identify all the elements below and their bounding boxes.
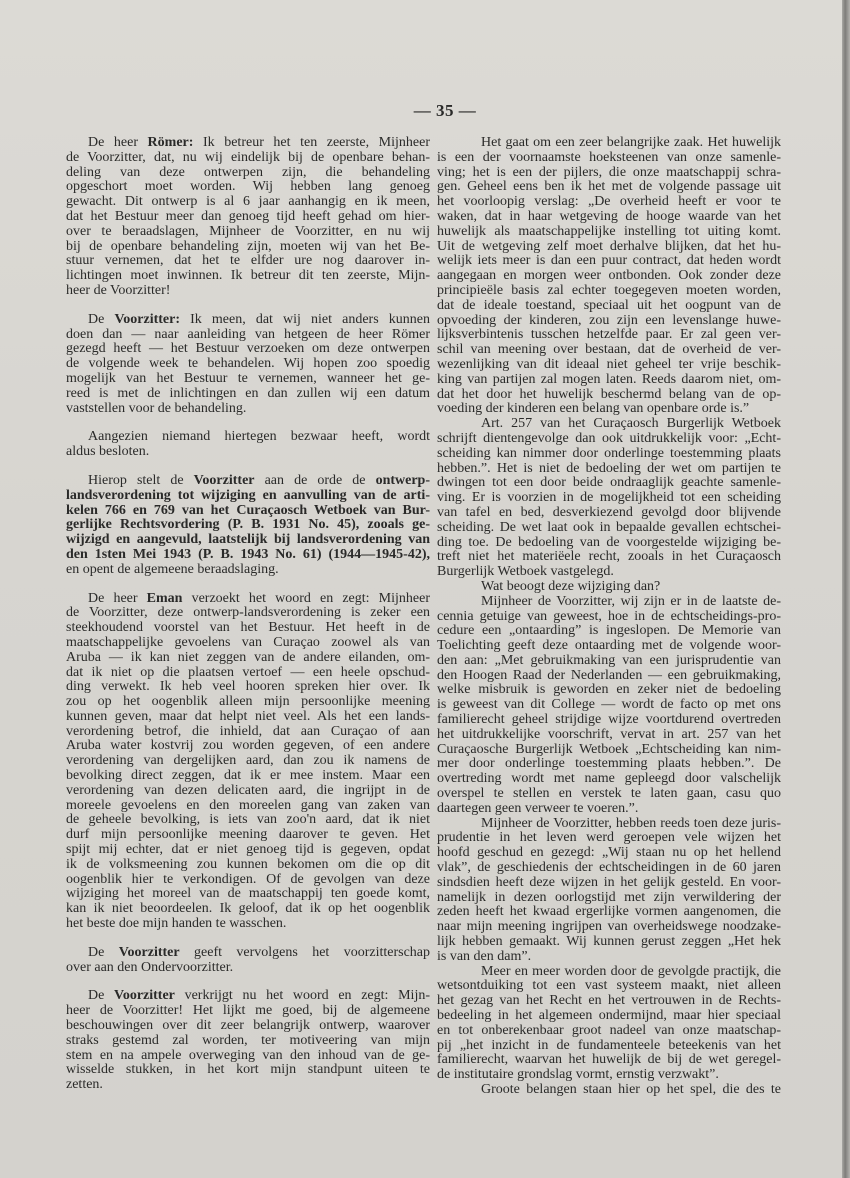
text-line: Aruba water kostvrij zou worden gegeven, of een andere (66, 738, 430, 754)
text-line: spijt mij echter, dat er niet genoeg tijd is gegeven, opdat (66, 842, 430, 858)
text-segment: Ik betreur het ten zeerste, Mijnheer (193, 135, 430, 150)
text-line: sindsdien heeft deze wijzen in het gelijk gesteld. En voor- (437, 874, 781, 890)
text-line: gen. Geheel eens ben ik het met de volgende passage uit (437, 179, 781, 195)
bold-text: Voorzitter: (114, 311, 180, 327)
text-segment: verzoekt het woord en zegt: Mijnheer (182, 590, 430, 606)
text-line: oogenblik hier te verkondigen. Of de gevolgen van deze (66, 871, 430, 887)
text-line: is geweest van dit College — wordt de facto op met ons (437, 697, 781, 713)
page-edge (842, 0, 850, 1178)
text-segment: De (88, 944, 119, 960)
text-line: over te beraadslagen, Mijnheer de Voorzitter, en nu wij (66, 223, 430, 239)
text-line: familierecht geheel strijdige wijze voortdurend overtreden (437, 712, 781, 728)
text-line: zetten. (66, 1077, 103, 1093)
text-line: het beste doe mijn handen te wasschen. (66, 916, 287, 932)
text-line: pij „het inzicht in de fundamenteele beteekenis van het (437, 1037, 781, 1053)
paragraph (437, 136, 781, 417)
text-line: bij de openbare behandeling zijn, moeten wij van het Be- (66, 238, 430, 254)
text-segment: De heer (88, 135, 148, 150)
text-line: dwingen tot een door beide ondraaglijk geachte samenle- (437, 475, 781, 491)
text-line: verordening van dezen delicaten aard, die ingrijpt in de (66, 782, 430, 798)
text-segment: verkrijgt nu het woord en zegt: Mijn- (174, 988, 430, 1004)
text-line: Art. 257 van het Curaçaosch Burgerlijk Wetboek (481, 416, 781, 432)
text-line: het voorloopig verslag: „De overheid heeft er voor te (437, 194, 781, 210)
text-line: over aan den Ondervoorzitter. (66, 959, 234, 975)
bold-text: Voorzitter (193, 472, 255, 488)
paragraph (66, 592, 430, 932)
text-line: vaststellen voor de behandeling. (66, 400, 247, 416)
text-line: daartegen geen verweer te voeren.”. (437, 800, 639, 816)
text-line: overtreding wordt met name gepleegd door valschelijk (437, 771, 781, 787)
text-line: scheiding kan nimmer door onderlinge toestemming plaats (437, 445, 781, 461)
text-line: kan ik niet beoordeelen. Ik geloof, dat ik op het oogenblik (66, 901, 430, 917)
text-line: opgeschort moet worden. Wij hebben lang genoeg (66, 179, 430, 195)
text-line (66, 504, 430, 519)
text-segment: De (88, 311, 115, 327)
paragraph (437, 817, 781, 965)
paragraph (66, 313, 430, 417)
text-line: schil van meening over bestaan, dat de overheid de ver- (437, 342, 781, 358)
text-segment: Ik meen, dat wij niet anders kunnen (180, 311, 430, 327)
text-line: zou op het oogenblik alleen mijn persoonlijke meening (66, 694, 430, 710)
text-line (66, 489, 430, 504)
text-line: ding verwekt. Ik heb veel hooren spreken hier over. Ik (66, 679, 430, 695)
text-line: kunnen geven, maar dat helpt niet veel. Als het een lands- (66, 708, 430, 724)
text-segment: geeft vervolgens het voorzitterschap (179, 944, 430, 960)
paragraph (437, 1083, 781, 1098)
text-line: steekhoudend voorstel van het Bestuur. Het heeft in de (66, 620, 430, 636)
text-line: moreele gevoelens en den moreelen gang van zaken van (66, 797, 430, 813)
text-line: doen dan — naar aanleiding van hetgeen de heer Römer (66, 326, 430, 342)
text-line: cennia getuige van geweest, hoe in de echtscheidings-pro- (437, 608, 781, 624)
text-line: de institutaire grondslag vormt, ernstig verzwakt”. (437, 1067, 719, 1083)
text-line (66, 533, 430, 548)
bold-text: ontwerp- (375, 472, 430, 488)
text-line (66, 313, 430, 328)
text-line: reed is met de inlichtingen en dan zullen wij een datum (66, 385, 430, 401)
text-line: namelijk in dezen oorlogstijd met zijn verwildering der (437, 889, 781, 905)
text-line: Groote belangen staan hier op het spel, die des te (481, 1082, 781, 1097)
text-line: Aangezien niemand hiertegen bezwaar heeft, wordt (88, 429, 430, 445)
text-line: Aruba — ik kan niet zeggen van de andere eilanden, om- (66, 649, 430, 665)
text-line: durf mijn persoonlijke meening daarover te geven. Het (66, 827, 430, 843)
text-line: huwelijk als maatschappelijke instelling tot uiting komt. (437, 223, 781, 239)
text-line (66, 474, 430, 489)
text-line: Het gaat om een zeer belangrijke zaak. Het huwelijk (481, 135, 781, 150)
text-line: dat het door het huwelijk beschermd belang van de op- (437, 386, 781, 402)
text-line: Burgerlijk Wetboek vastgelegd. (437, 564, 614, 580)
text-line: bedeeling in het algemeen ondermijnd, maar hier speciaal (437, 1008, 781, 1024)
text-line: stem en na ampele overweging van den inhoud van de ge- (66, 1047, 430, 1063)
text-line: straks gestemd zal worden, ter motiveering van mijn (66, 1032, 430, 1048)
text-line: lichtingen moet inwinnen. Ik betreur dit ten zeerste, Mijn- (66, 268, 430, 284)
text-line: de geheele bevolking, is iets van zoo'n aard, dat ik niet (66, 812, 430, 828)
text-line: verordening betrof, die inhield, dat aan Curaçao of aan (66, 723, 430, 739)
text-line: bevolking direct zeggen, dat ik er mee instem. Maar een (66, 768, 430, 784)
bold-text: landsverordening tot wijziging en aanvulling van de arti- (66, 487, 430, 503)
text-line: Curaçaosche Burgerlijk Wetboek „Echtscheiding kan nim- (437, 741, 781, 757)
text-line: waken, dat in haar wetgeving de hooge waarde van het (437, 208, 781, 224)
text-line: verordening van dergelijken aard, dan zou ik namens de (66, 753, 430, 769)
text-line: ding toe. De bedoeling van de voorgestelde wijziging be- (437, 534, 781, 550)
text-line: en opent de algemeene beraadslaging. (66, 561, 279, 577)
text-line: dat de ideale toestand, speciaal uit het oogpunt van de (437, 297, 781, 313)
text-line: mogelijk van het Bestuur te vernemen, wanneer het ge- (66, 370, 430, 386)
text-line: is van den dam”. (437, 948, 532, 964)
text-segment: Hierop stelt de (88, 472, 194, 488)
bold-text: den 1sten Mei 1943 (P. B. 1943 No. 61) (1944—1945-42), (66, 546, 430, 562)
text-line: den Hoogen Raad der Nederlanden — een gebruikmaking, (437, 667, 781, 683)
text-line: dat het Bestuur meer dan genoeg tijd heeft gehad om hier- (66, 208, 430, 224)
text-line: ving; het is een der pijlers, die onze maatschappij schra- (437, 164, 781, 180)
text-line: schrijft dientengevolge dan ook uitdrukkelijk voor: „Echt- (437, 430, 781, 446)
text-line (66, 989, 430, 1004)
bold-text: Voorzitter (118, 944, 180, 960)
text-line: is een der voornaamste hoeksteenen van onze samenle- (437, 149, 781, 165)
text-line: familierecht, waarvan het huwelijk de bij de wet geregel- (437, 1052, 781, 1068)
text-line: treft niet het materiëele recht, zooals in het Curaçaosch (437, 549, 781, 565)
text-line: aldus besloten. (66, 444, 150, 460)
right-column (437, 136, 781, 1098)
paragraph (437, 595, 781, 817)
text-line: welke misbruik is geworden en zeker niet de bedoeling (437, 682, 781, 698)
text-segment: aan de orde de (254, 472, 376, 488)
text-line: Wat beoogt deze wijziging dan? (481, 578, 661, 594)
text-line: de Voorzitter, deze ontwerp-landsverordening is zeker een (66, 605, 430, 621)
text-line: welijk iets meer is dan een puur contract, dat heden wordt (437, 253, 781, 269)
text-line: beschouwingen over dit zeer belangrijk ontwerp, waarover (66, 1018, 430, 1034)
text-line: wetsontduiking tot een vast systeem maakt, niet alleen (437, 978, 781, 994)
text-line: de volgende week te behandelen. Wij hopen zoo spoedig (66, 356, 430, 372)
text-line (66, 946, 430, 961)
text-line: lijk hebben gemaakt. Wij kunnen gerust zeggen „Het hek (437, 934, 781, 950)
paragraph (66, 136, 430, 299)
bold-text: Eman (146, 590, 183, 606)
bold-text: gerlijke Rechtsvordering (P. B. 1931 No. 45), zooals ge- (66, 517, 430, 533)
text-line: wisselde stukken, in het kort mijn standpunt uiteen te (66, 1062, 430, 1078)
text-line: opvoeding der kinderen, zou zijn een levenslange huwe- (437, 312, 781, 328)
page-number: — 35 — (413, 101, 477, 120)
text-segment: De heer (88, 590, 147, 606)
text-line: mer door onderlinge toestemming plaats hebben.”. De (437, 756, 781, 772)
text-line: het uitdrukkelijke voorschrift, vervat in art. 257 van het (437, 726, 781, 742)
text-line (66, 518, 430, 533)
paragraph (437, 580, 781, 595)
text-line: maatschappelijke gevoelens van Curaçao zoowel als van (66, 634, 430, 650)
left-column (66, 136, 430, 1107)
text-line: deling van deze ontwerpen zijn, die behandeling (66, 164, 430, 180)
text-line: den aan: „Met gebruikmaking van een jurisprudentie van (437, 652, 781, 668)
text-line: Mijnheer de Voorzitter, wij zijn er in de laatste de- (481, 593, 781, 609)
text-line: dat ik niet op die plaatsen vertoef — een heele opschud- (66, 664, 430, 680)
text-line: cedure een „ontaarding” is ingeslopen. De Memorie van (437, 623, 781, 639)
text-line: aangegaan en morgen weer ontbonden. Ook zonder deze (437, 268, 781, 284)
text-line: Mijnheer de Voorzitter, hebben reeds toen deze juris- (481, 815, 781, 831)
text-line: voeding der kinderen een belang van openbare orde is.” (437, 401, 750, 417)
text-line: ving. Er is voorzien in de mogelijkheid tot een scheiding (437, 490, 781, 506)
text-line: gezegd heeft — het Bestuur verzoeken om deze ontwerpen (66, 341, 430, 357)
paragraph (66, 474, 430, 578)
text-line: Meer en meer worden door de gevolgde practijk, die (481, 963, 781, 979)
text-line: stuur vernemen, dat het te elfder ure nog daarover in- (66, 253, 430, 269)
text-line: wezenlijking van dit ideaal niet geheel ter vrije beschik- (437, 356, 781, 372)
text-line (66, 548, 430, 563)
text-line: vlak”, de geschiedenis der echtscheidingen in de 60 jaren (437, 860, 781, 876)
text-line: principieële basis zal echter toegegeven moeten worden, (437, 282, 781, 298)
text-line: lijksverbintenis tusschen hetzelfde paar. Er zal geen ver- (437, 327, 781, 343)
text-line: van tafel en bed, desverkiezend gevolgd door blijvende (437, 504, 781, 520)
paragraph (66, 989, 430, 1093)
bold-text: kelen 766 en 769 van het Curaçaosch Wetboek van Bur- (66, 502, 430, 518)
text-line: heer de Voorzitter! (66, 282, 171, 298)
paragraph (437, 417, 781, 580)
text-line: scheiding. De wet laat ook in bepaalde gevallen echtschei- (437, 519, 781, 535)
text-line (66, 592, 430, 607)
paragraph (66, 430, 430, 460)
text-line: de Voorzitter, dat, nu wij eindelijk bij de openbare behan- (66, 149, 430, 165)
text-line: zeden heeft het kwaad ergerlijke vormen aangenomen, die (437, 904, 781, 920)
text-line: prudentie in het leven werd geroepen vele wijzen het (437, 830, 781, 846)
text-line: Uit de wetgeving zelf moet derhalve blijken, dat het hu- (437, 238, 781, 254)
text-line: hebben.”. Het is niet de bedoeling der wet om partijen te (437, 460, 781, 476)
bold-text: Voorzitter (114, 988, 175, 1004)
bold-text: Römer: (147, 135, 194, 150)
text-line: en tot onberekenbaar groot nadeel van onze maatschap- (437, 1022, 781, 1038)
text-line: het gezag van het Recht en het vertrouwen in de Rechts- (437, 993, 781, 1009)
paragraph (437, 965, 781, 1083)
paragraph (66, 946, 430, 976)
text-line: king van partijen zal mogen laten. Reeds daarom niet, om- (437, 371, 781, 387)
text-line (66, 136, 430, 151)
text-line: wijziging het moreel van de maatschappij ten goede komt, (66, 886, 430, 902)
text-line: naar mijn meening ingrijpen van overheidswege noodzake- (437, 919, 781, 935)
text-line: hoofd geschud en gezegd: „Wij staan nu op het hellend (437, 845, 781, 861)
text-segment: De (88, 988, 114, 1004)
text-line: overspel te stellen en verstek te laten gaan, casu quo (437, 786, 781, 802)
bold-text: wijzigd en aangevuld, laatstelijk bij landsverordening van (66, 532, 430, 548)
text-line: ik de volksmeening zou kunnen bekomen om die op dit (66, 856, 430, 872)
text-line: heer de Voorzitter! Het lijkt me goed, bij de algemeene (66, 1003, 430, 1019)
text-line: Toelichting geeft deze ontaarding met de volgende woor- (437, 638, 781, 654)
text-line: gewacht. Dit ontwerp is al 6 jaar aanhangig en ik meen, (66, 194, 430, 210)
